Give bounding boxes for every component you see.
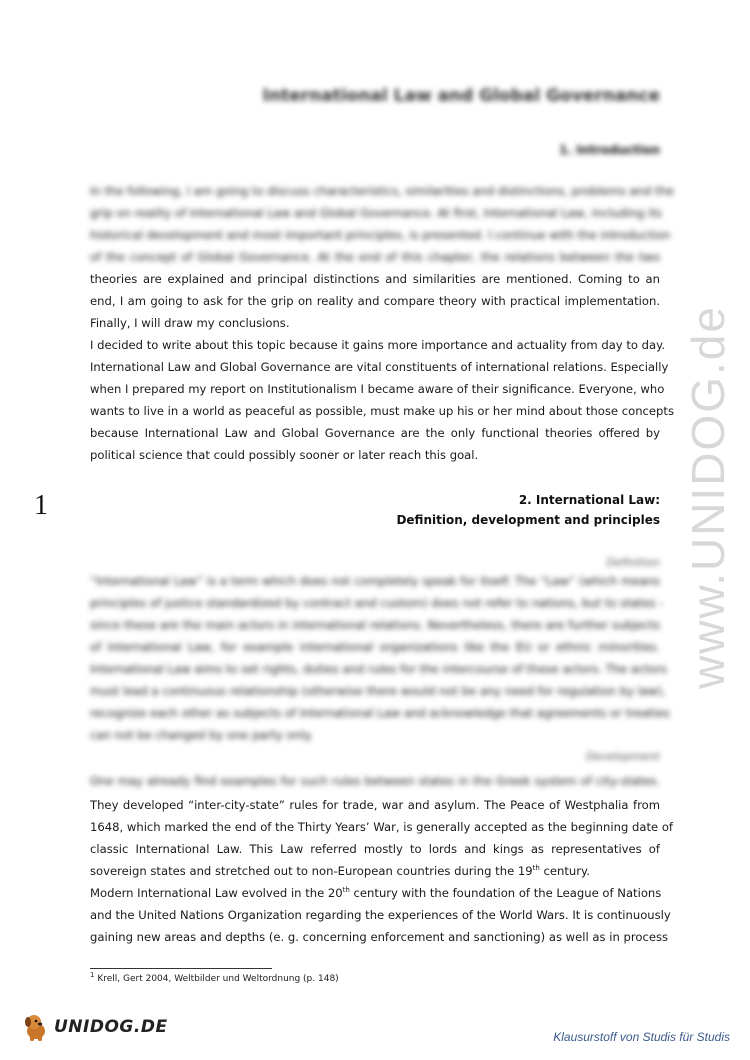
subheading-definition: Definition (606, 556, 660, 569)
text-line: end, I am going to ask for the grip on reality and compare theory with practical implementation. (90, 294, 660, 308)
text-line: Finally, I will draw my conclusions. (90, 316, 290, 330)
text-line: since these are the main actors in international relations. Nevertheless, there are further subjects (90, 618, 660, 632)
text-line: historical development and most important principles, is presented. I continue with the introduction (90, 228, 671, 242)
text-line: wants to live in a world as peaceful as possible, must make up his or her mind about those concepts (90, 404, 674, 418)
section-heading-line: 2. International Law: (518, 493, 660, 507)
definition-paragraph (90, 570, 670, 746)
text-line: can not be changed by one party only. (90, 728, 314, 742)
text-line: political science that could possibly sooner or later reach this goal. (90, 448, 479, 462)
dog-icon (22, 1012, 52, 1042)
text-line: gaining new areas and depths (e. g. concerning enforcement and sanctioning) as well as in process (90, 930, 669, 944)
document-title: International Law and Global Governance (262, 86, 660, 106)
footnote (90, 971, 339, 984)
text-line: 1648, which marked the end of the Thirty Years’ War, is generally accepted as the beginning date of (90, 820, 673, 834)
text-line: and the United Nations Organization regarding the experiences of the World Wars. It is continuously (90, 908, 671, 922)
section-heading-introduction: 1. Introduction (559, 143, 660, 157)
text-line: They developed “inter-city-state” rules for trade, war and asylum. The Peace of Westphalia from (90, 798, 660, 812)
unidog-logo (22, 1012, 168, 1042)
logo-text: UNIDOG.DE (54, 1017, 168, 1037)
text-line: Modern International Law evolved in the 20th century with the foundation of the League of Nations (90, 886, 662, 900)
text-line: principles of justice standardized by contract and custom) does not refer to nations, but to states - (90, 596, 664, 610)
intro-paragraph (90, 268, 674, 466)
page-number: 1 (34, 490, 48, 521)
development-paragraph (90, 794, 673, 948)
text-line: must lead a continuous relationship (otherwise there would not be any need for regulation by law), (90, 684, 666, 698)
footnote-divider (90, 968, 272, 969)
text-line: One may already find examples for such rules between states in the Greek system of city-states. (90, 774, 660, 788)
text-line: grip on reality of International Law and Global Governance. At first, International Law, including its (90, 206, 662, 220)
text-line: International Law aims to set rights, duties and rules for the intercourse of these actors. The actors (90, 662, 667, 676)
text-line: of the concept of Global Governance. At the end of this chapter, the relations between the two (90, 250, 660, 264)
watermark: www.UNIDOG.de (682, 305, 735, 689)
text-line: because International Law and Global Governance are the only functional theories offered by (90, 426, 660, 440)
text-line: sovereign states and stretched out to non-European countries during the 19th century. (90, 864, 590, 878)
text-line: classic International Law. This Law referred mostly to lords and kings as representatives of (90, 842, 660, 856)
text-line: recognize each other as subjects of International Law and acknowledge that agreements or treaties (90, 706, 670, 720)
footnote-text: Krell, Gert 2004, Weltbilder und Weltordnung (p. 148) (94, 974, 339, 984)
intro-blurred-paragraph (90, 180, 674, 268)
development-blurred-line (90, 770, 660, 792)
text-line: In the following, I am going to discuss characteristics, similarities and distinctions, problems and the (90, 184, 674, 198)
section-heading-line: Definition, development and principles (396, 513, 660, 527)
text-line: of International Law, for example international organizations like the EU or ethnic minorities. (90, 640, 660, 654)
text-line: when I prepared my report on Institutionalism I became aware of their significance. Everyone, who (90, 382, 665, 396)
section-heading-international-law (396, 490, 660, 530)
text-line: International Law and Global Governance are vital constituents of international relations. Especially (90, 360, 669, 374)
text-line: theories are explained and principal distinctions and similarities are mentioned. Coming to an (90, 272, 660, 286)
footer-slogan: Klausurstoff von Studis für Studis (553, 1030, 730, 1044)
footnote-mark: 1 (90, 971, 95, 979)
text-line: I decided to write about this topic because it gains more importance and actuality from day to day. (90, 338, 666, 352)
text-line: “International Law” is a term which does not completely speak for itself. The “Law” (which means (90, 574, 660, 588)
subheading-development: Development (585, 750, 660, 763)
